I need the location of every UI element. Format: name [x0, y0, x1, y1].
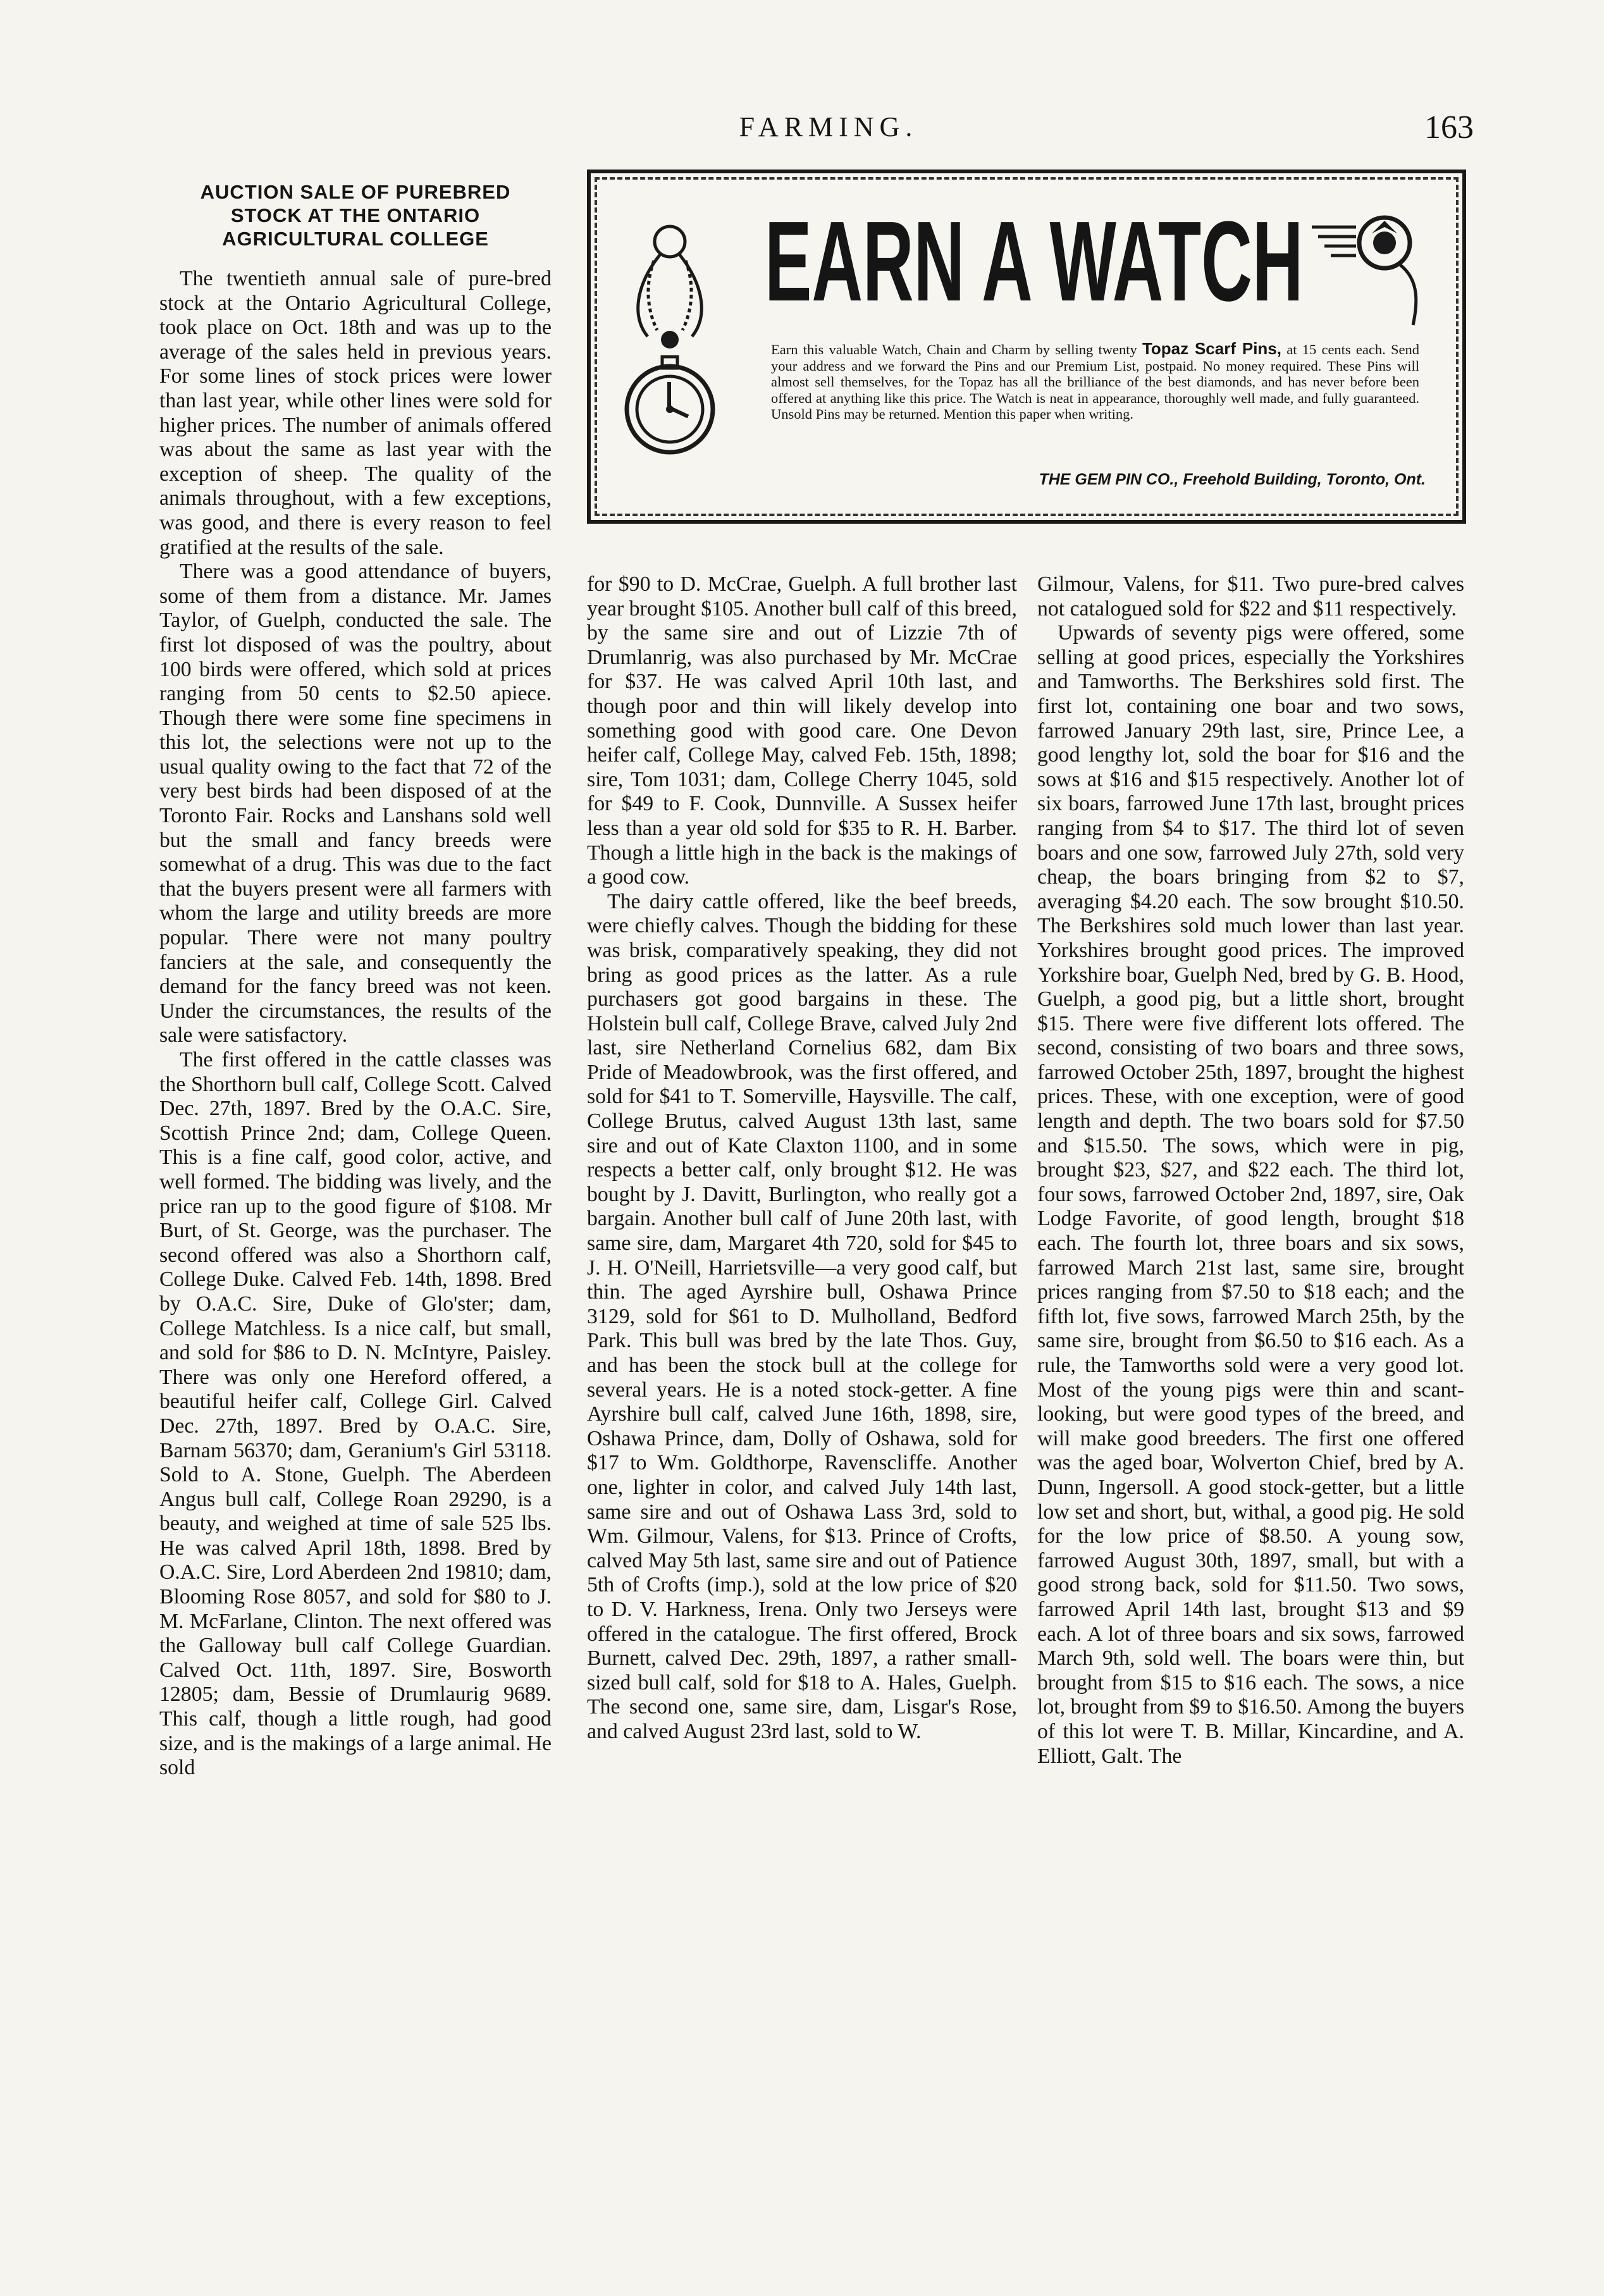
- ad-body-rest: at 15 cents each. Send your address and we forward the Pins and our Premium List, postpaid. No money required. These Pins will almost sell themselves, for the Topaz has all the brilliance of the best diamonds, and has never before been offered at anything like this price. The Watch is neat in appearance, thoroughly well made, and fully guaranteed. Unsold Pins may be returned. Mention this paper when writing.: [771, 342, 1420, 422]
- heading-line: AUCTION SALE OF PUREBRED: [200, 181, 511, 203]
- paragraph: The twentieth annual sale of pure-bred stock at the Ontario Agricultural College, took place on Oct. 18th and was up to the average of the sales held in previous years. For some lines of stock prices were lower than last year, while other lines were sold for higher prices. The number of animals offered was about the same as last year with the exception of sheep. The quality of the animals throughout, with a few exceptions, was good, and there is every reason to feel gratified at the results of the sale.: [159, 267, 552, 559]
- heading-line: STOCK AT THE ONTARIO: [230, 204, 481, 226]
- article-column-3: [1037, 572, 1464, 1768]
- paragraph: There was a good attendance of buyers, some of them from a distance. Mr. James Taylor, of Guelph, conducted the sale. The first lot disposed of was the poultry, about 100 birds were offered, which sold at prices ranging from 50 cents to $2.50 apiece. Though there were some fine specimens in this lot, the selections were not up to the usual quality owing to the fact that 72 of the very best birds had been disposed of at the Toronto Fair. Rocks and Lanshans sold well but the small and fancy breeds were somewhat of a drug. This was due to the fact that the buyers present were all farmers with whom the large and utility breeds are more popular. There were not many poultry fanciers at the sale, and consequently the demand for the fancy breed was not keen. Under the circumstances, the results of the sale were satisfactory.: [159, 560, 552, 1047]
- paragraph: The first offered in the cattle classes was the Shorthorn bull calf, College Scott. Calved Dec. 27th, 1897. Bred by the O.A.C. Sire, Scottish Prince 2nd; dam, College Queen. This is a fine calf, good color, active, and well formed. The bidding was lively, and the price ran up to the good figure of $108. Mr Burt, of St. George, was the purchaser. The second offered was also a Shorthorn calf, College Duke. Calved Feb. 14th, 1898. Bred by O.A.C. Sire, Duke of Glo'ster; dam, College Matchless. Is a nice calf, but small, and sold for $86 to D. N. McIntyre, Paisley. There was only one Hereford offered, a beautiful heifer calf, College Girl. Calved Dec. 27th, 1897. Bred by O.A.C. Sire, Barnam 56370; dam, Geranium's Girl 53118. Sold to A. Stone, Guelph. The Aberdeen Angus bull calf, College Roan 29290, is a beauty, and weighed at time of sale 525 lbs. He was calved April 18th, 1898. Bred by O.A.C. Sire, Lord Aberdeen 2nd 19810; dam, Blooming Rose 8057, and sold for $80 to J. M. McFarlane, Clinton. The next offered was the Galloway bull calf College Guardian. Calved Oct. 11th, 1897. Sire, Bosworth 12805; dam, Bessie of Drumlaurig 9689. This calf, though a little rough, had good size, and is the makings of a large animal. He sold: [159, 1048, 552, 1780]
- ad-headline: EARN A WATCH: [765, 198, 1304, 325]
- ad-body-text: [771, 341, 1419, 423]
- article-heading: [159, 180, 552, 250]
- article-column-2: [587, 572, 1017, 1744]
- pocket-watch-illustration: [622, 216, 717, 488]
- ad-product-name: Topaz Scarf Pins,: [1142, 339, 1281, 358]
- article-column-1: [159, 180, 552, 1781]
- paragraph: for $90 to D. McCrae, Guelph. A full brother last year brought $105. Another bull calf of this breed, by the same sire and out of Lizzie 7th of Drumlanrig, was also purchased by Mr. McCrae for $37. He was calved April 10th last, and though poor and thin will likely develop into something good with good care. One Devon heifer calf, College May, calved Feb. 15th, 1898; sire, Tom 1031; dam, College Cherry 1045, sold for $49 to F. Cook, Dunnville. A Sussex heifer less than a year old sold for $35 to R. H. Barber. Though a little high in the back is the makings of a good cow.: [587, 572, 1017, 889]
- paragraph: The dairy cattle offered, like the beef breeds, were chiefly calves. Though the bidding for these was brisk, comparatively speaking, they did not bring as good prices as the latter. As a rule purchasers got good bargains in these. The Holstein bull calf, College Brave, calved July 2nd last, sire Netherland Cornelius 682, dam Bix Pride of Meadowbrook, was the first offered, and sold for $41 to T. Somerville, Haysville. The calf, College Brutus, calved August 13th last, same sire and out of Kate Claxton 1100, and in some respects a better calf, only brought $12. He was bought by J. Davitt, Burlington, who really got a bargain. Another bull calf of June 20th last, with same sire, dam, Margaret 4th 720, sold for $45 to J. H. O'Neill, Harrietsville—a very good calf, but thin. The aged Ayrshire bull, Oshawa Prince 3129, sold for $61 to D. Mulholland, Bedford Park. This bull was bred by the late Thos. Guy, and has been the stock bull at the college for several years. He is a noted stock-getter. A fine Ayrshire bull calf, calved June 16th, 1898, sire, Oshawa Prince, dam, Dolly of Oshawa, sold for $17 to Wm. Goldthorpe, Ravenscliffe. Another one, lighter in color, and calved July 14th last, same sire and out of Oshawa Lass 3rd, sold to Wm. Gilmour, Valens, for $13. Prince of Crofts, calved May 5th last, same sire and out of Patience 5th of Crofts (imp.), sold at the low price of $20 to D. V. Harkness, Irena. Only two Jerseys were offered in the catalogue. The first offered, Brock Burnett, calved Dec. 29th, 1897, a rather small-sized bull calf, sold for $18 to A. Hales, Guelph. The second one, same sire, dam, Lisgar's Rose, and calved August 23rd last, sold to W.: [587, 889, 1017, 1743]
- ad-body-lead: Earn this valuable Watch, Chain and Charm by selling twenty: [771, 342, 1137, 357]
- running-head: FARMING.: [739, 111, 918, 142]
- page-number: 163: [1424, 109, 1474, 145]
- paragraph: Upwards of seventy pigs were offered, some selling at good prices, especially the Yorkshires and Tamworths. The Berkshires sold first. The first lot, containing one boar and two sows, farrowed January 29th last, sire, Prince Lee, a good lengthy lot, sold the boar for $16 and the sows at $16 and $15 respectively. Another lot of six boars, farrowed June 17th last, brought prices ranging from $4 to $17. The third lot of seven boars and one sow, farrowed July 27th, sold very cheap, the boars bringing from $2 to $7, averaging $4.20 each. The sow brought $10.50. The Berkshires sold much lower than last year. Yorkshires brought good prices. The improved Yorkshire boar, Guelph Ned, bred by G. B. Hood, Guelph, a good pig, but a little short, brought $15. There were five different lots offered. The second, consisting of two boars and three sows, farrowed October 25th, 1897, brought the highest prices. These, with one exception, were of good length and depth. The two boars sold for $7.50 and $15.50. The sows, which were in pig, brought $23, $27, and $22 each. The third lot, four sows, farrowed October 2nd, 1897, sire, Oak Lodge Favorite, of good length, brought $18 each. The fourth lot, three boars and six sows, farrowed March 21st last, same sire, brought prices ranging from $7.50 to $18 each; and the fifth lot, five sows, farrowed March 25th, by the same sire, brought from $6.50 to $16 each. As a rule, the Tamworths sold were a very good lot. Most of the young pigs were thin and scant-looking, but were good types of the breed, and will make good breeders. The first one offered was the aged boar, Wolverton Chief, bred by A. Dunn, Ingersoll. A good stock-getter, but a little low set and short, but, withal, a good pig. He sold for the low price of $8.50. A young sow, farrowed August 30th, 1897, small, but with a good strong back, sold for $11.50. Two sows, farrowed April 14th last, brought $13 and $9 each. A lot of three boars and six sows, farrowed March 9th, sold well. The boars were thin, but brought from $15 to $16 each. The sows, a nice lot, brought from $9 to $16.50. Among the buyers of this lot were T. B. Millar, Kincardine, and A. Elliott, Galt. The: [1037, 621, 1464, 1768]
- ad-footer: THE GEM PIN CO., Freehold Building, Toronto, Ont.: [1039, 471, 1426, 488]
- heading-line: AGRICULTURAL COLLEGE: [222, 228, 489, 250]
- scarf-pin-illustration: [1305, 208, 1438, 328]
- watch-advertisement: [587, 170, 1466, 524]
- paragraph: Gilmour, Valens, for $11. Two pure-bred calves not catalogued sold for $22 and $11 respectively.: [1037, 572, 1464, 620]
